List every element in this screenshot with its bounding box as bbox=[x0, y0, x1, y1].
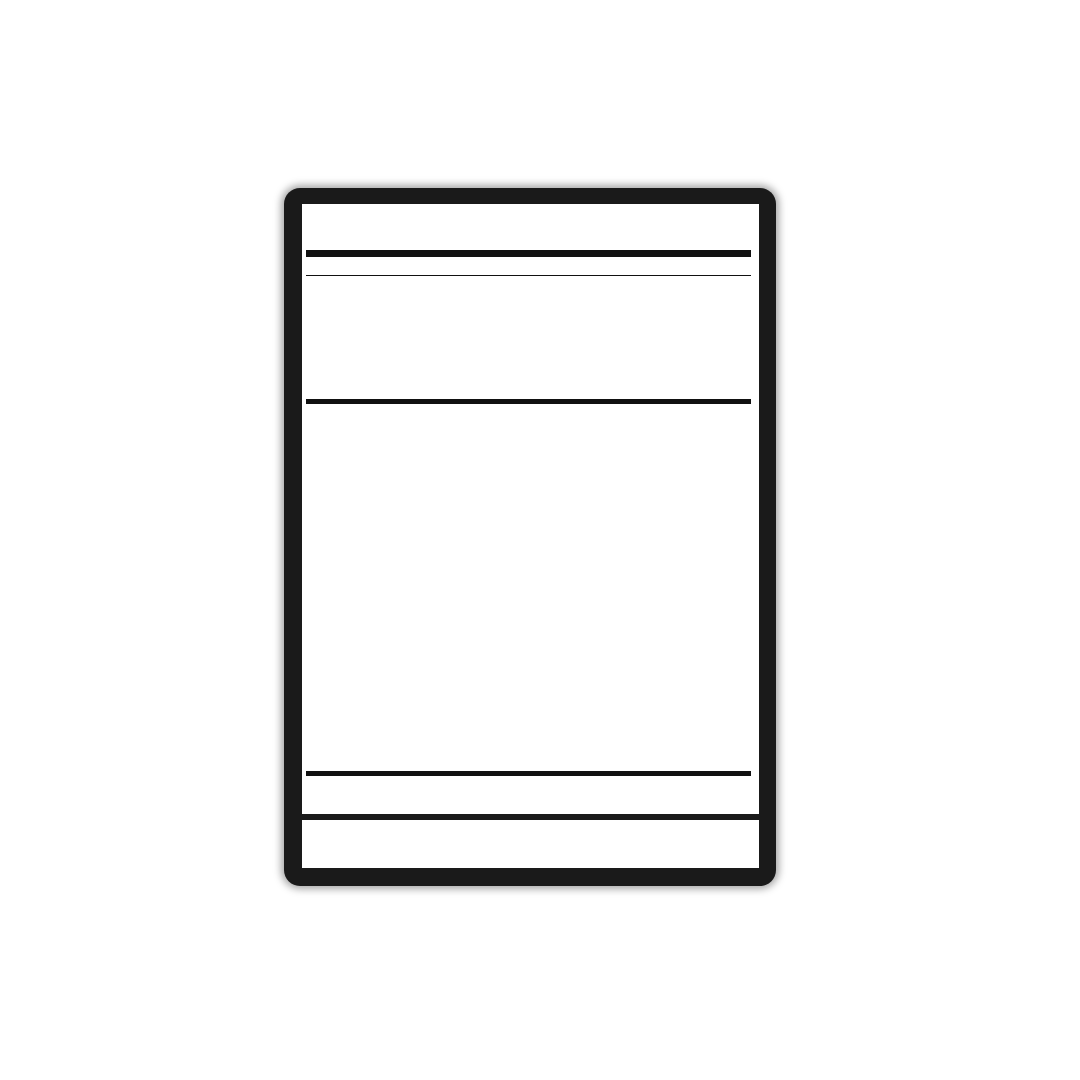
supplement-facts-panel bbox=[302, 204, 759, 814]
serving-info bbox=[307, 234, 752, 248]
header-divider bbox=[306, 275, 751, 276]
other-ingredients-box bbox=[302, 820, 759, 868]
thick-divider bbox=[306, 250, 751, 257]
column-headers bbox=[306, 259, 751, 274]
bottom-divider bbox=[306, 771, 751, 776]
other-ingredients-text bbox=[302, 820, 759, 824]
section-divider bbox=[306, 399, 751, 404]
